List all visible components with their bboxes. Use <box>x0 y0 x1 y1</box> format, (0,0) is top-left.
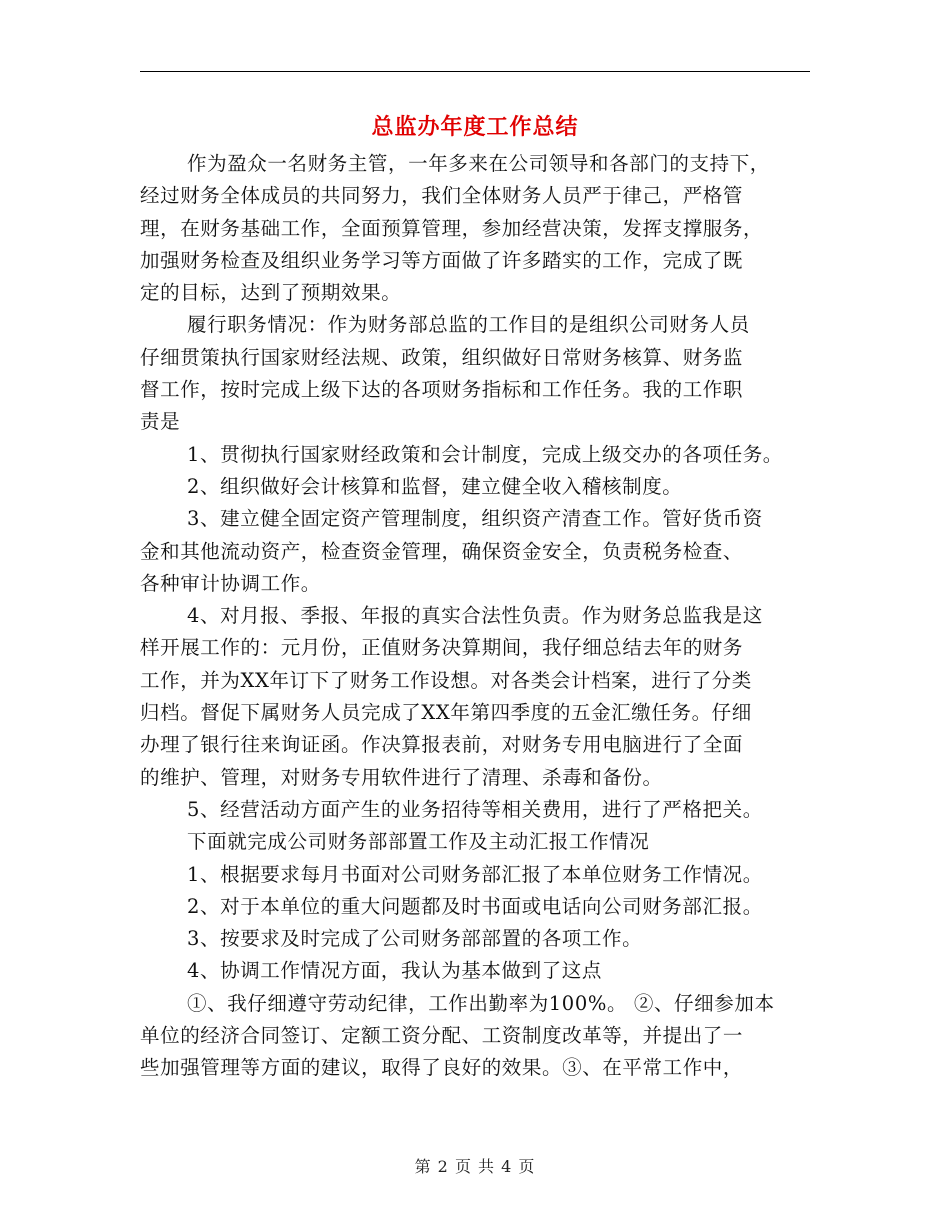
text-line: 2、组织做好会计核算和监督，建立健全收入稽核制度。 <box>187 474 683 498</box>
text-line: 5、经营活动方面产生的业务招待等相关费用，进行了严格把关。 <box>187 797 763 821</box>
text-line: 仔细贯策执行国家财经法规、政策，组织做好日常财务核算、财务监 <box>140 345 744 369</box>
page-number: 第 2 页 共 4 页 <box>414 1157 536 1176</box>
text-line: 样开展工作的：元月份，正值财务决算期间，我仔细总结去年的财务 <box>140 636 744 660</box>
text-line: 3、按要求及时完成了公司财务部部置的各项工作。 <box>187 927 643 951</box>
text-line: 3、建立健全固定资产管理制度，组织资产清查工作。管好货币资 <box>187 507 763 531</box>
text-line: 1、贯彻执行国家财经政策和会计制度，完成上级交办的各项任务。 <box>187 442 783 466</box>
text-line: 4、对月报、季报、年报的真实合法性负责。作为财务总监我是这 <box>187 604 763 628</box>
text-line: ①、我仔细遵守劳动纪律，工作出勤率为100%。 ②、仔细参加本 <box>187 991 775 1015</box>
text-line: 些加强管理等方面的建议，取得了良好的效果。③、在平常工作中， <box>140 1056 744 1080</box>
text-line: 的维护、管理，对财务专用软件进行了清理、杀毒和备份。 <box>140 765 663 789</box>
text-line: 经过财务全体成员的共同努力，我们全体财务人员严于律己，严格管 <box>140 184 744 208</box>
text-line: 工作，并为XX年订下了财务工作设想。对各类会计档案，进行了分类 <box>140 668 752 692</box>
text-line: 作为盈众一名财务主管，一年多来在公司领导和各部门的支持下， <box>187 152 770 175</box>
text-line: 金和其他流动资产，检查资金管理，确保资金安全，负责税务检查、 <box>140 539 744 563</box>
text-line: 办理了银行往来询证函。作决算报表前，对财务专用电脑进行了全面 <box>140 733 744 757</box>
text-line: 履行职务情况：作为财务部总监的工作目的是组织公司财务人员 <box>187 313 750 337</box>
text-line: 2、对于本单位的重大问题都及时书面或电话向公司财务部汇报。 <box>187 894 763 918</box>
text-line: 1、根据要求每月书面对公司财务部汇报了本单位财务工作情况。 <box>187 862 763 886</box>
text-line: 理，在财务基础工作，全面预算管理，参加经营决策，发挥支撑服务， <box>140 216 764 240</box>
text-line: 下面就完成公司财务部部置工作及主动汇报工作情况 <box>187 830 650 854</box>
document-title: 总监办年度工作总结 <box>371 114 579 140</box>
document-body <box>140 148 818 1085</box>
text-line: 加强财务检查及组织业务学习等方面做了许多踏实的工作，完成了既 <box>140 248 744 272</box>
text-line: 4、协调工作情况方面，我认为基本做到了这点 <box>187 959 603 983</box>
header-rule <box>140 71 810 72</box>
text-line: 督工作，按时完成上级下达的各项财务指标和工作任务。我的工作职 <box>140 378 744 402</box>
text-line: 责是 <box>140 410 181 434</box>
text-line: 各种审计协调工作。 <box>140 571 321 595</box>
text-line: 定的目标，达到了预期效果。 <box>140 281 402 305</box>
text-line: 归档。督促下属财务人员完成了XX年第四季度的五金汇缴任务。仔细 <box>140 701 752 725</box>
text-line: 单位的经济合同签订、定额工资分配、工资制度改革等，并提出了一 <box>140 1024 744 1048</box>
